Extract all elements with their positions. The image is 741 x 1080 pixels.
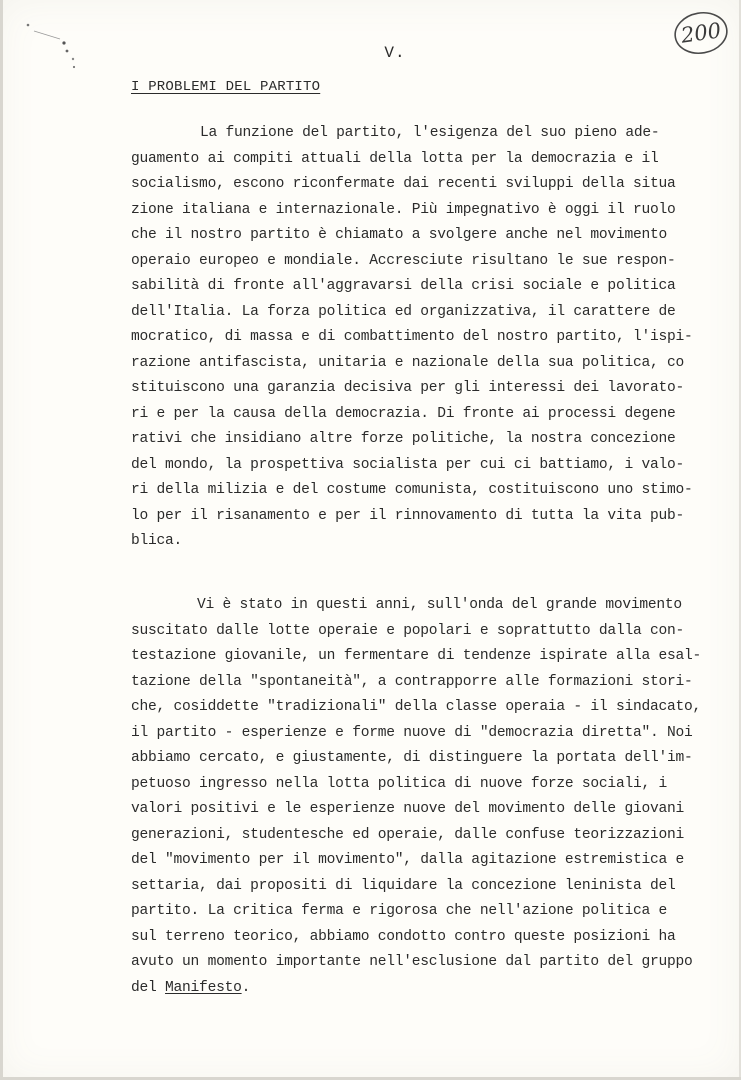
text-line: che il nostro partito è chiamato a svolgere anche nel movimento [131, 227, 667, 243]
text-line: blica. [131, 533, 183, 549]
text-line: stituiscono una garanzia decisiva per gli interessi dei lavorato- [131, 380, 684, 396]
text-line: dell'Italia. La forza politica ed organizzativa, il carattere de [131, 303, 676, 320]
text-line: settaria, dai propositi di liquidare la concezione leninista del [131, 877, 676, 894]
text-line: zione italiana e internazionale. Più impegnativo è oggi il ruolo [131, 201, 676, 218]
text-line: tazione della "spontaneità", a contrapporre alle formazioni stori- [131, 673, 693, 690]
text-line: ri e per la causa della democrazia. Di fronte ai processi degene [131, 405, 676, 422]
text-line: abbiamo cercato, e giustamente, di distinguere la portata dell'im- [131, 750, 693, 766]
text-line: petuoso ingresso nella lotta politica di nuove forze sociali, i [131, 775, 667, 792]
text-line: valori positivi e le esperienze nuove del movimento delle giovani [131, 801, 684, 817]
text-line: sabilità di fronte all'aggravarsi della crisi sociale e politica [131, 278, 676, 294]
paragraph-2 [131, 593, 706, 1001]
section-title: I PROBLEMI DEL PARTITO [131, 79, 321, 95]
scan-edge-left [0, 0, 3, 1080]
text-line: del "movimento per il movimento", dalla agitazione estremistica e [131, 852, 684, 868]
chapter-number: V. [384, 44, 406, 62]
text-line: del Manifesto. [131, 979, 251, 996]
text-line: partito. La critica ferma e rigorosa che nell'azione politica e [131, 903, 667, 919]
text-line: razione antifascista, unitaria e nazionale della sua politica, co [131, 354, 684, 371]
text-line: ri della milizia e del costume comunista, costituiscono uno stimo- [131, 482, 693, 498]
text-line: il partito - esperienze e forme nuove di "democrazia diretta". Noi [131, 724, 693, 741]
text-line: rativi che insidiano altre forze politiche, la nostra concezione [131, 431, 676, 447]
text-line: sul terreno teorico, abbiamo condotto contro queste posizioni ha [131, 928, 676, 945]
text-line: lo per il risanamento e per il rinnovamento di tutta la vita pub- [131, 507, 684, 524]
text-line: operaio europeo e mondiale. Accresciute risultano le sue respon- [131, 252, 676, 269]
text-line: guamento ai compiti attuali della lotta per la democrazia e il [131, 150, 659, 167]
underlined-title: Manifesto [165, 979, 242, 996]
text-line: testazione giovanile, un fermentare di tendenze ispirate alla esal- [131, 648, 702, 664]
text-line: suscitato dalle lotte operaie e popolari e soprattutto dalla con- [131, 622, 684, 639]
text-line: avuto un momento importante nell'esclusione dal partito del gruppo [131, 954, 693, 970]
text-line: che, cosiddette "tradizionali" della classe operaia - il sindacato, [131, 699, 702, 715]
text-line: La funzione del partito, l'esigenza del suo pieno ade- [200, 125, 660, 141]
page-number-text: 200 [679, 18, 723, 48]
text-line: mocratico, di massa e di combattimento del nostro partito, l'ispi- [131, 329, 693, 345]
text-line: del mondo, la prospettiva socialista per cui ci battiamo, i valo- [131, 456, 684, 473]
text-line: Vi è stato in questi anni, sull'onda del grande movimento [197, 597, 682, 613]
paragraph-1 [131, 121, 706, 555]
text-line: generazioni, studentesche ed operaie, dalle confuse teorizzazioni [131, 826, 684, 843]
text-line: socialismo, escono riconfermate dai recenti sviluppi della situa [131, 176, 676, 192]
